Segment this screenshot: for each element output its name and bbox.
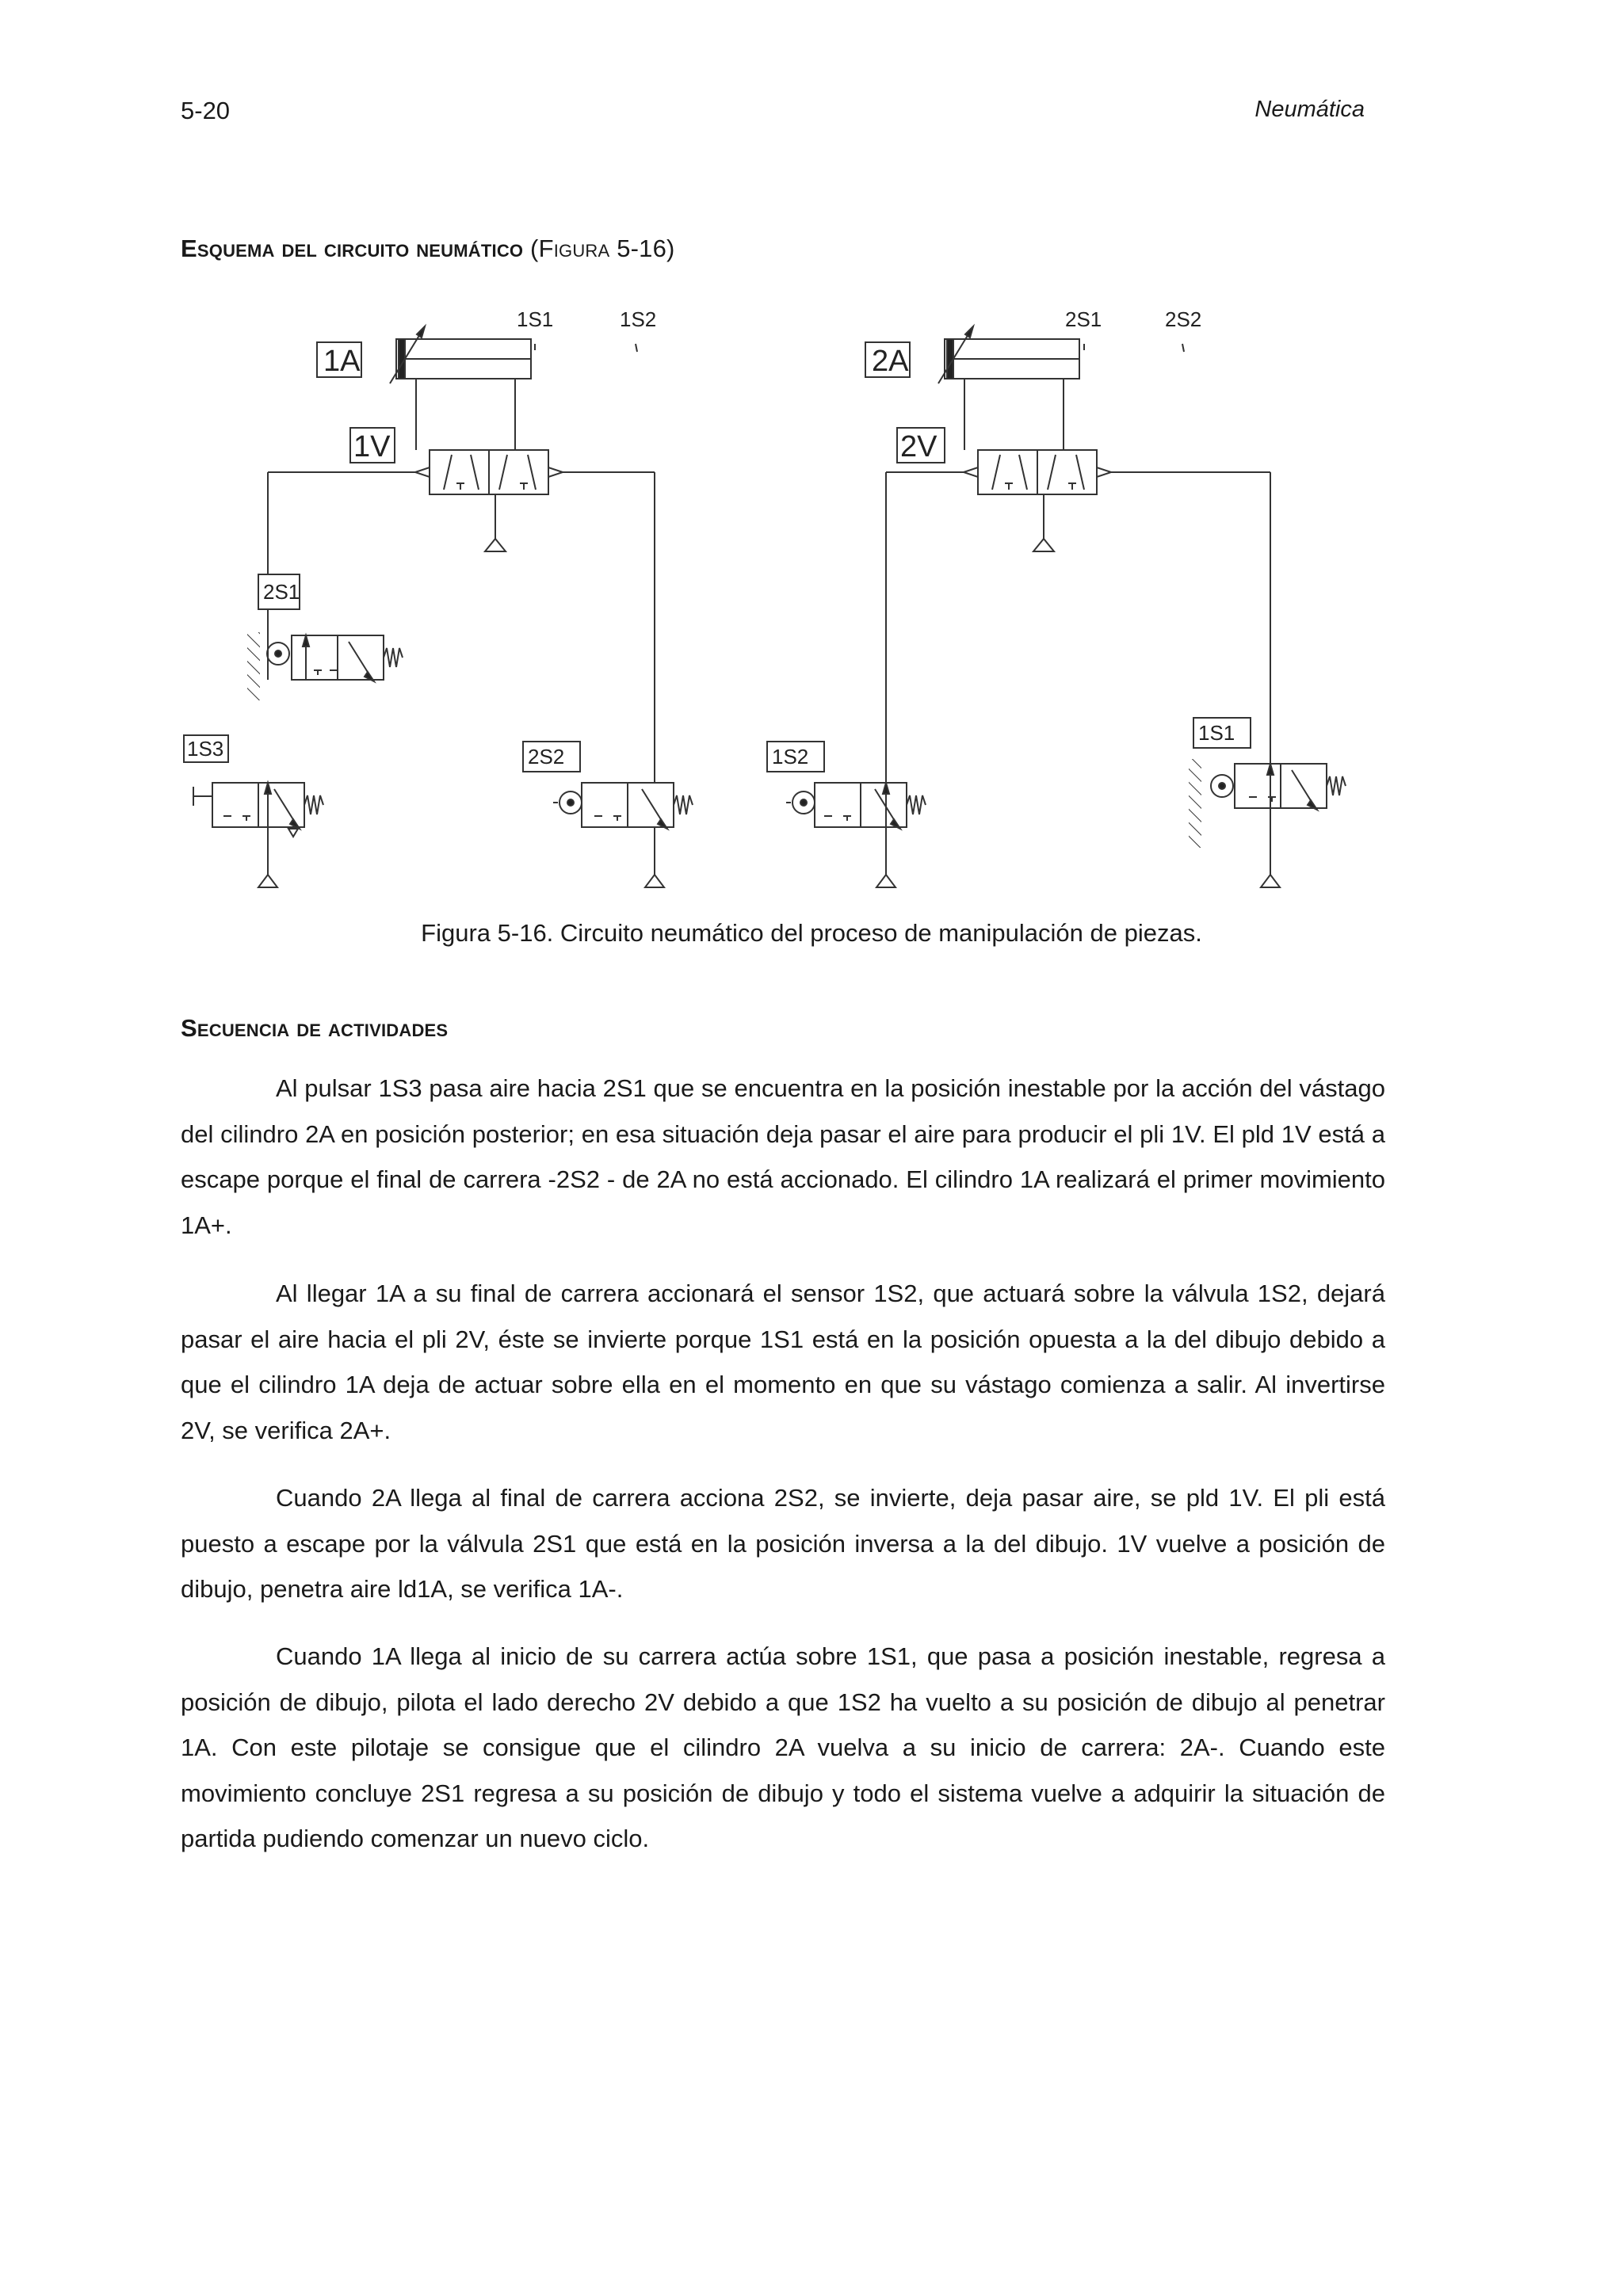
label-1s1: 1S1 [517,307,554,331]
cylinder-1a [390,326,531,412]
label-1s2: 1S2 [620,307,657,331]
paragraph-4 [181,1634,1385,1862]
valve-2v [964,412,1111,551]
box-label-1s2: 1S2 [772,745,809,769]
section-heading-sequence [181,1014,448,1043]
label-1v: 1V [353,430,391,463]
section-heading-text: Esquema del circuito neumático [181,235,524,262]
running-title: Neumática [1254,97,1365,122]
section-heading-text: Secuencia de actividades [181,1014,449,1042]
section-heading-paren: ( [523,235,539,262]
pneumatic-circuit-diagram [174,293,1411,911]
valve-1v [415,412,563,551]
label-2a: 2A [872,345,909,378]
paragraph-2 [181,1271,1385,1453]
paragraph-3 [181,1475,1385,1612]
section-heading-circuit [181,235,675,263]
paragraph-text: Al pulsar 1S3 pasa aire hacia 2S1 que se encuentra en la posición inestable por la acción del vástago del cilindro 2A en posición posterior; en esa situación deja pasar el aire para producir el pli 1V. El pld 1V está a escape porque el final de carrera -2S2 - de 2A no está accionado. El cilindro 1A realizará el primer movimiento 1A+. [181,1074,1385,1239]
cylinder-2a [938,326,1079,412]
label-2s2: 2S2 [1165,307,1202,331]
paragraph-text: Cuando 1A llega al inicio de su carrera actúa sobre 1S1, que pasa a posición inestable, regresa a posición de dibujo, pilota el lado derecho 2V debido a que 1S2 ha vuelto a su posición de dibujo al penetrar 1A. Con este pilotaje se consigue que el cilindro 2A vuelva a su inicio de carrera: 2A-. Cuando este movimiento concluye 2S1 regresa a su posición de dibujo y todo el sistema vuelve a adquirir la situación de partida pudiendo comenzar un nuevo ciclo. [181,1642,1385,1852]
paragraph-text: Al llegar 1A a su final de carrera accionará el sensor 1S2, que actuará sobre la válvula 1S2, dejará pasar el aire hacia el pli 2V, éste se invierte porque 1S1 está en la posición opuesta a la del dibujo debido a que el cilindro 1A deja de actuar sobre ella en el momento en que su vástago comienza a salir. Al invertirse 2V, se verifica 2A+. [181,1280,1385,1444]
box-label-2s2: 2S2 [528,745,565,769]
figure-caption: Figura 5-16. Circuito neumático del proceso de manipulación de piezas. [421,919,1202,947]
label-2v: 2V [900,430,938,463]
page-number: 5-20 [181,97,231,124]
label-2s1: 2S1 [1065,307,1102,331]
paragraph-text: Cuando 2A llega al final de carrera acciona 2S2, se invierte, deja pasar aire, se pld 1V. El pli está puesto a escape por la válvula 2S1 que está en la posición inversa a la del dibujo. 1V vuelve a posición de dibujo, penetra aire ld1A, se verifica 1A-. [181,1484,1385,1603]
section-heading-figura: Figura [538,235,610,262]
paragraph-1 [181,1066,1385,1248]
box-label-1s3: 1S3 [187,737,224,761]
section-heading-number: 5-16) [609,235,675,262]
label-1a: 1A [323,345,361,378]
box-label-1s1: 1S1 [1198,721,1235,745]
box-label-2s1: 2S1 [263,580,300,604]
